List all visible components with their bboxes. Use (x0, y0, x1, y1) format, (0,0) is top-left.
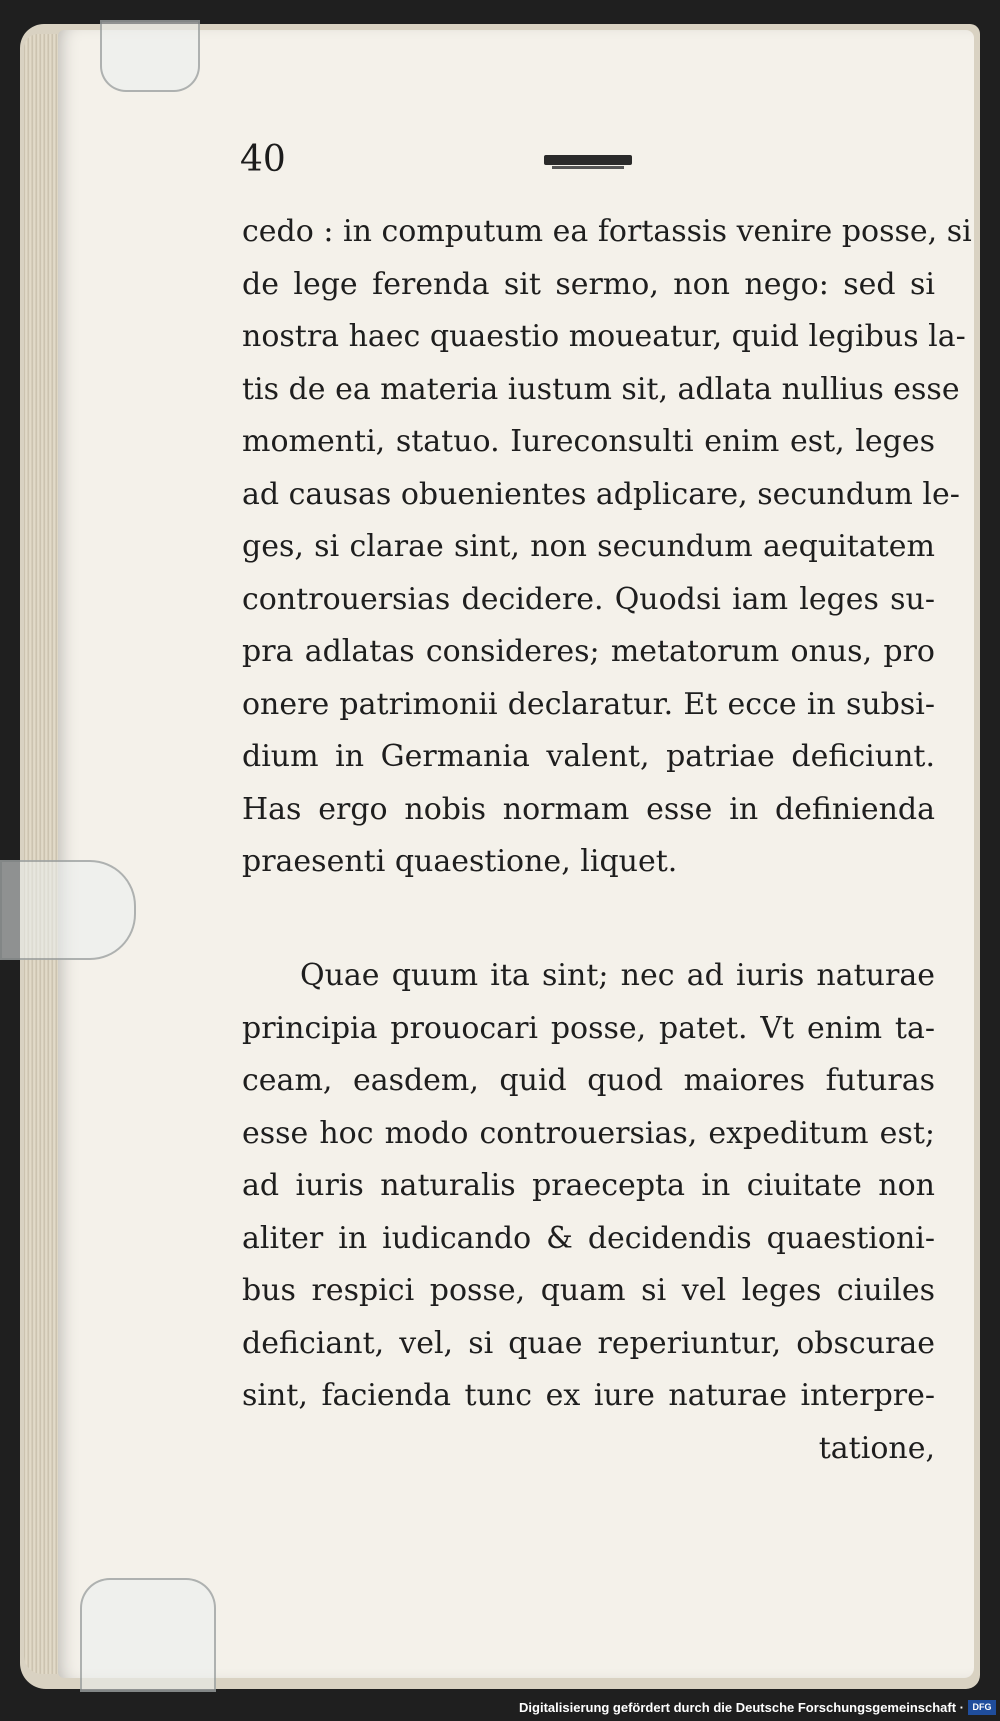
text-line: esse hoc modo controuersias, expeditum est; (242, 1115, 935, 1151)
text-line: momenti, statuo. Iureconsulti enim est, leges (242, 424, 935, 459)
text-line: tis de ea materia iustum sit, adlata nullius esse (242, 371, 960, 407)
text-line: principia prouocari posse, patet. Vt enim ta- (242, 1010, 935, 1046)
paragraph-2 (242, 950, 935, 1475)
footer-bar (0, 1691, 1000, 1721)
text-line: praesenti quaestione, liquet. (242, 844, 678, 879)
text-line: bus respici posse, quam si vel leges ciuiles (242, 1273, 935, 1308)
text-line: de lege ferenda sit sermo, non nego: sed si (242, 266, 935, 302)
footer-credit: Digitalisierung gefördert durch die Deutsche Forschungsgemeinschaft · (519, 1700, 964, 1715)
text-line: Has ergo nobis normam esse in definienda (242, 791, 935, 827)
text-line: deficiant, vel, si quae reperiuntur, obscurae (242, 1325, 935, 1361)
text-line: controuersias decidere. Quodsi iam leges su- (242, 581, 935, 617)
text-line: aliter in iudicando & decidendis quaestioni- (242, 1220, 935, 1256)
text-line: ad iuris naturalis praecepta in ciuitate non (242, 1168, 935, 1203)
text-line: Quae quum ita sint; nec ad iuris naturae (300, 958, 935, 993)
text-line: onere patrimonii declaratur. Et ecce in subsi- (242, 686, 935, 722)
text-line: ceam, easdem, quid quod maiores futuras (242, 1063, 935, 1098)
text-line: dium in Germania valent, patriae deficiunt. (242, 739, 935, 774)
text-line: ges, si clarae sint, non secundum aequitatem (242, 529, 935, 564)
paragraph-1 (242, 206, 972, 889)
dfg-logo-icon: DFG (968, 1700, 996, 1715)
header-ornament (544, 155, 632, 165)
bottom-clip (80, 1578, 216, 1692)
text-line: ad causas obuenientes adplicare, secundum le- (242, 476, 960, 512)
top-clip (100, 20, 200, 92)
side-clip (0, 860, 136, 960)
text-line: sint, facienda tunc ex iure naturae interpre- (242, 1378, 935, 1413)
page-edges (24, 34, 58, 1674)
catchword: tatione, (818, 1430, 935, 1466)
text-line: cedo : in computum ea fortassis venire posse, si (242, 214, 972, 249)
text-line: pra adlatas consideres; metatorum onus, pro (242, 634, 935, 669)
text-line: nostra haec quaestio moueatur, quid legibus la- (242, 319, 966, 354)
page-number: 40 (240, 139, 286, 180)
